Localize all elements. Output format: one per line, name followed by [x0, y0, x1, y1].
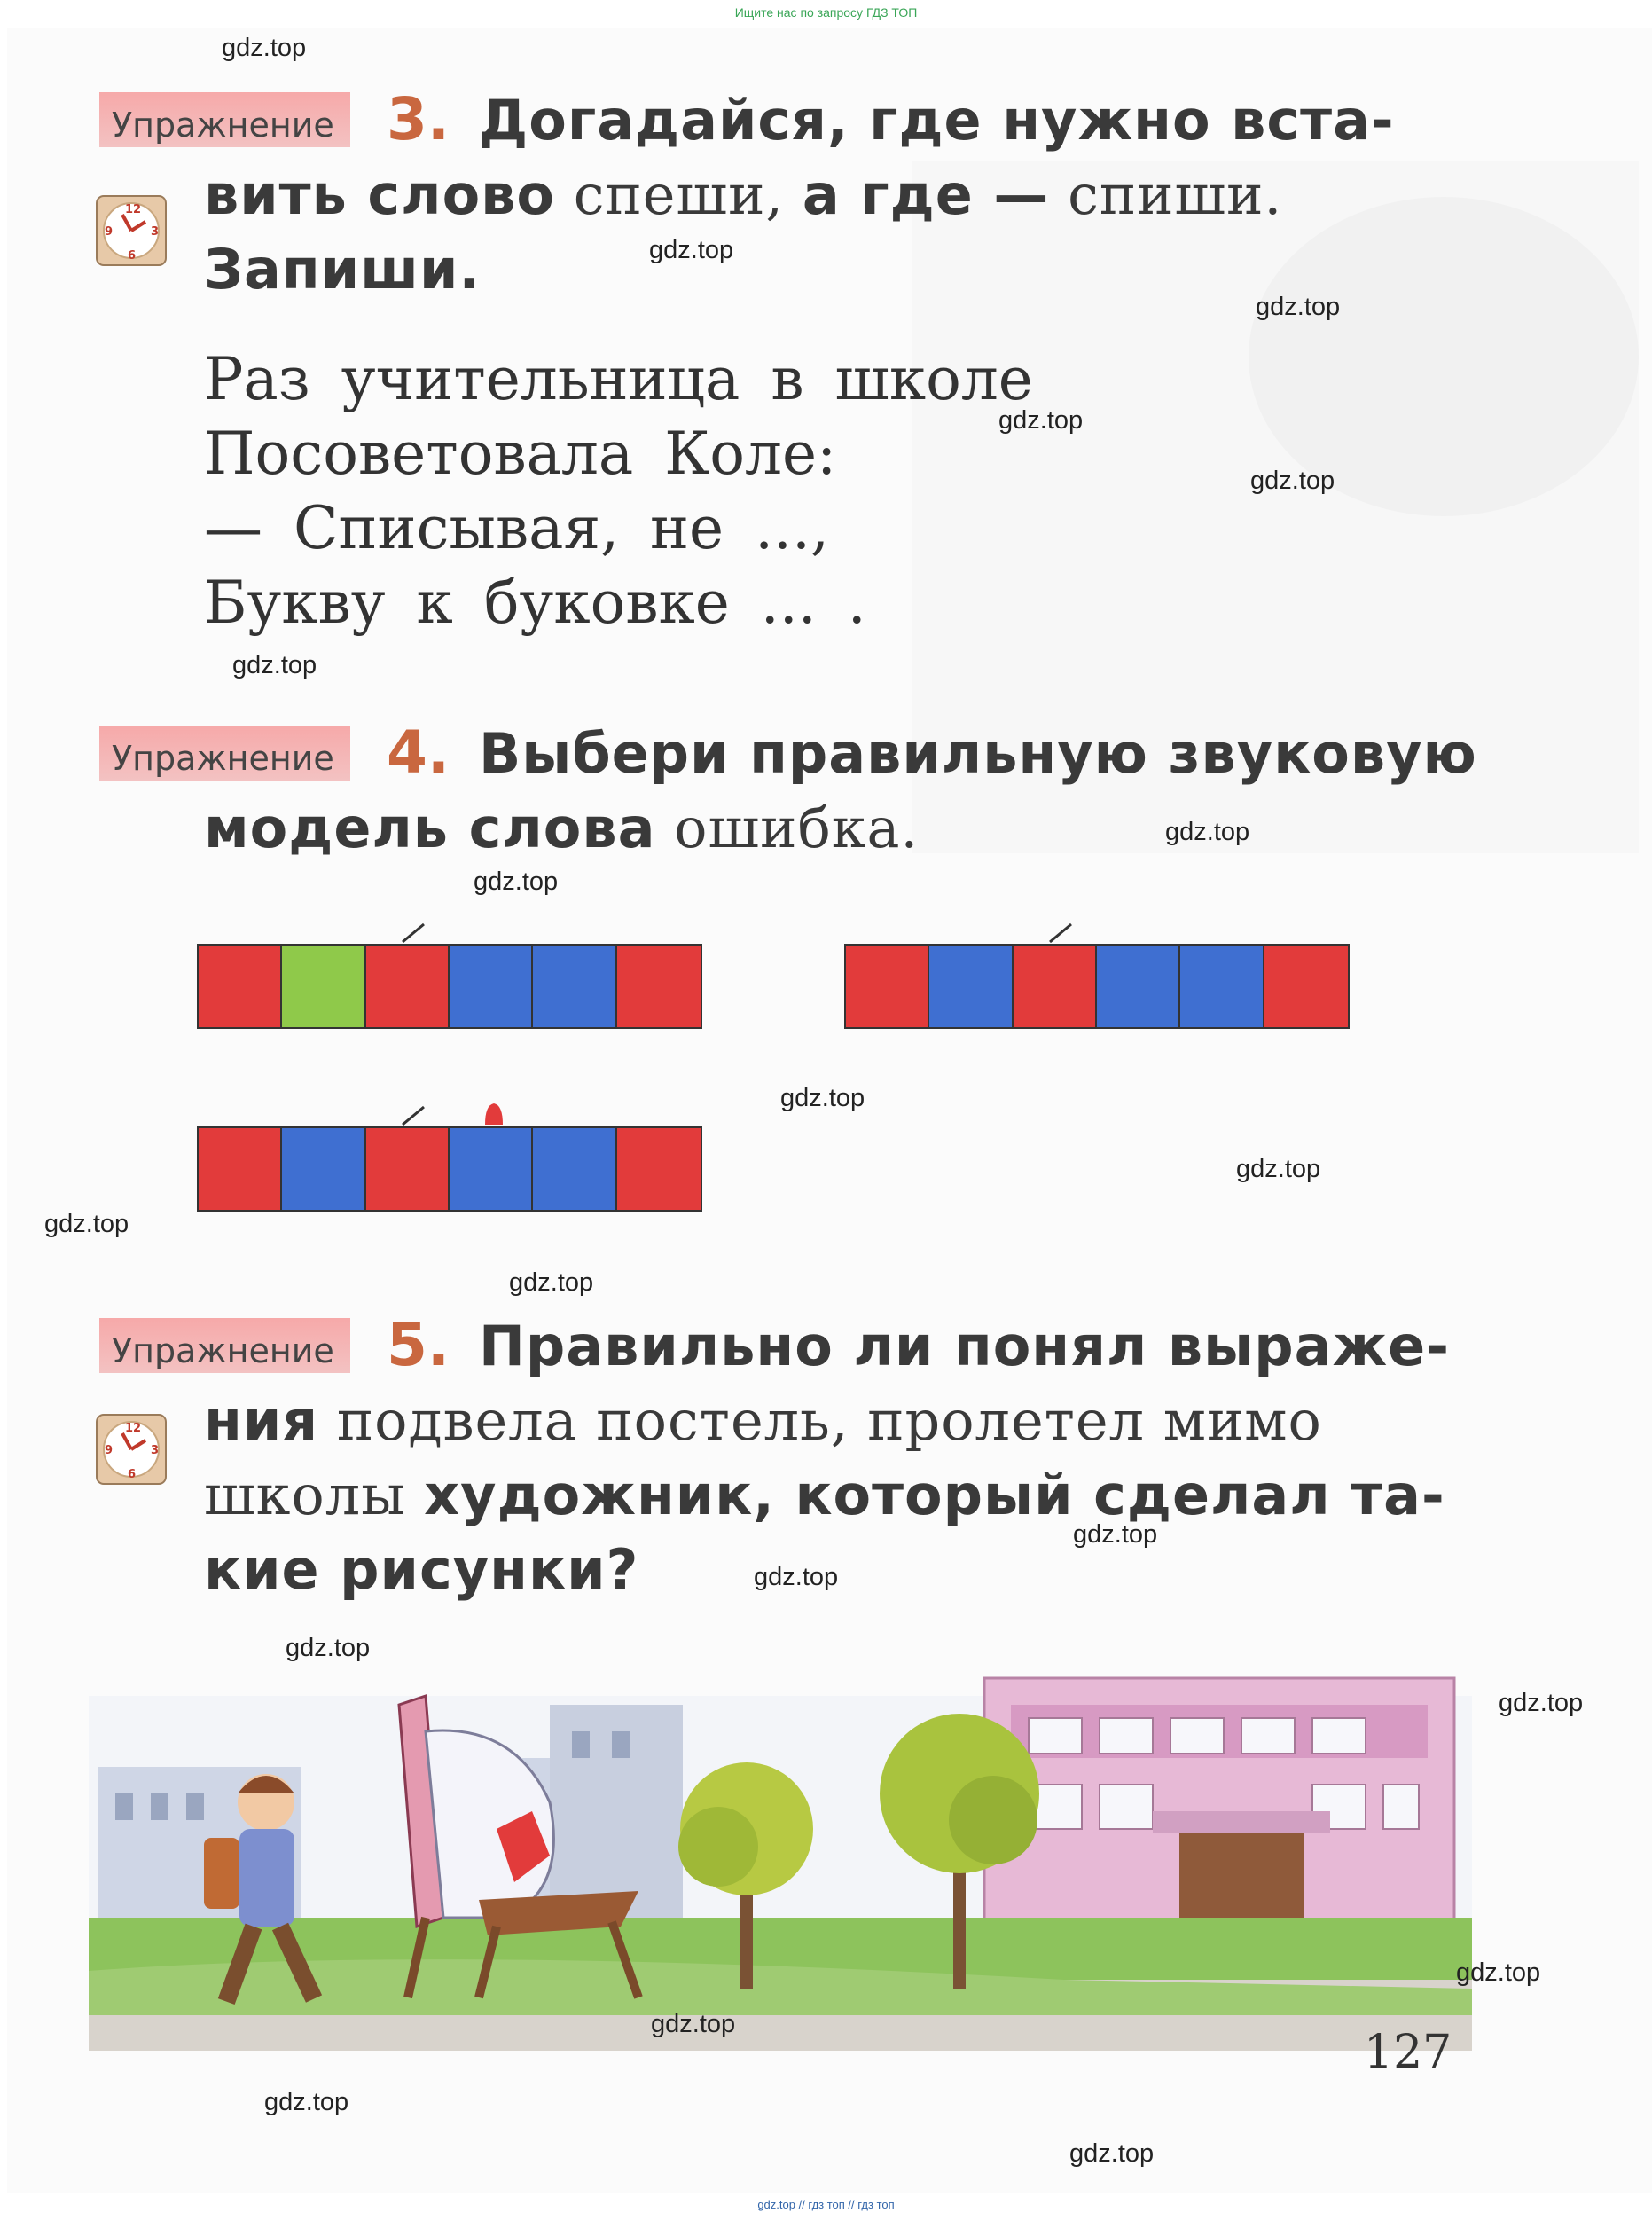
exercise-4-number: 4. [387, 718, 450, 787]
sound-model-2 [844, 944, 1350, 1029]
sound-cell-blue [533, 946, 616, 1027]
watermark: gdz.top [509, 1268, 594, 1297]
ex5-word-shkoly: школы [204, 1463, 406, 1527]
svg-text:9: 9 [105, 225, 114, 239]
svg-text:12: 12 [125, 1422, 142, 1435]
watermark: gdz.top [649, 236, 734, 264]
sound-cell-blue [282, 1128, 365, 1210]
sound-cell-red [1014, 946, 1097, 1027]
ex4-text-line1: Выбери правильную звуковую [479, 721, 1477, 786]
watermark: gdz.top [286, 1634, 371, 1662]
watermark: gdz.top [232, 651, 317, 679]
exercise-5-line4 [204, 1533, 638, 1607]
svg-text:12: 12 [125, 203, 142, 216]
ex3-word-spishi: спиши. [1068, 162, 1283, 227]
sound-cell-blue [1097, 946, 1180, 1027]
sound-cell-blue [450, 1128, 533, 1210]
sound-cell-blue [533, 1128, 616, 1210]
exercise-4-line1 [479, 717, 1477, 791]
sound-cell-green [282, 946, 365, 1027]
exercise-5-line1 [479, 1309, 1450, 1384]
watermark: gdz.top [1456, 1958, 1541, 1987]
bottom-banner: gdz.top // гдз топ // гдз топ [757, 2198, 895, 2211]
sound-cell-blue [450, 946, 533, 1027]
ex3-text-line1: Догадайся, где нужно вста- [479, 88, 1395, 153]
exercise-3-line3 [204, 232, 481, 307]
watermark: gdz.top [264, 2088, 349, 2116]
ex5-phrases: подвела постель, пролетел мимо [336, 1388, 1322, 1453]
school-illustration [89, 1625, 1472, 2051]
exercise-5-line3 [204, 1458, 1445, 1533]
svg-text:3: 3 [151, 225, 160, 239]
exercise-5-line2 [204, 1384, 1322, 1458]
sound-cell-red [617, 946, 701, 1027]
poem-line-1: Раз учительница в школе [204, 345, 1033, 413]
watermark: gdz.top [1250, 467, 1335, 495]
exercise-4-line2 [204, 791, 919, 866]
ex4-word-oshibka: ошибка. [674, 796, 920, 860]
sound-cell-red [1264, 946, 1348, 1027]
stress-mark-3 [397, 1103, 433, 1128]
ex5-text-a: ния [204, 1388, 319, 1453]
watermark: gdz.top [222, 34, 307, 62]
stress-mark-1 [397, 921, 433, 946]
ex5-text-b: художник, который сделал та- [424, 1463, 1445, 1527]
watermark: gdz.top [754, 1563, 839, 1591]
watermark: gdz.top [1165, 818, 1250, 846]
sound-model-3 [197, 1126, 702, 1212]
sound-cell-red [617, 1128, 701, 1210]
watermark: gdz.top [1499, 1689, 1584, 1717]
exercise-3-label: Упражнение [99, 92, 350, 147]
watermark: gdz.top [1236, 1155, 1321, 1183]
poem-line-3: — Списывая, не ..., [204, 494, 829, 562]
watermark: gdz.top [780, 1084, 865, 1112]
ex5-text-line1: Правильно ли понял выраже- [479, 1314, 1450, 1378]
exercise-5-label: Упражнение [99, 1318, 350, 1373]
ex3-text-c: а где — [802, 162, 1050, 227]
clock-icon [96, 195, 167, 266]
watermark: gdz.top [998, 406, 1084, 435]
svg-text:6: 6 [128, 1468, 137, 1481]
watermark: gdz.top [44, 1210, 129, 1238]
watermark: gdz.top [1256, 293, 1341, 321]
sound-cell-blue [1180, 946, 1264, 1027]
watermark: gdz.top [1073, 1520, 1158, 1549]
svg-text:9: 9 [105, 1444, 114, 1457]
ex3-word-speshi: спеши, [573, 162, 785, 227]
exercise-3-number: 3. [387, 85, 450, 153]
stress-mark-2 [1045, 921, 1080, 946]
sound-cell-red [199, 1128, 282, 1210]
svg-text:6: 6 [128, 249, 137, 263]
ex4-text-a: модель слова [204, 796, 656, 860]
exercise-5-number: 5. [387, 1311, 450, 1379]
page-number: 127 [1364, 2026, 1452, 2079]
clock-icon [96, 1414, 167, 1485]
sound-cell-red [846, 946, 929, 1027]
exercise-4-label: Упражнение [99, 726, 350, 781]
exercise-3-line1 [479, 83, 1395, 158]
ex5-text-line4: кие рисунки? [204, 1537, 639, 1602]
top-banner: Ищите нас по запросу ГДЗ ТОП [734, 5, 918, 20]
sound-cell-red [366, 946, 450, 1027]
svg-text:3: 3 [151, 1444, 160, 1457]
sound-cell-red [366, 1128, 450, 1210]
ex3-text-line3: Запиши. [204, 237, 482, 302]
exercise-3-line2 [204, 158, 1282, 232]
watermark: gdz.top [651, 2010, 736, 2038]
ex3-text-a: вить слово [204, 162, 555, 227]
sound-cell-red [199, 946, 282, 1027]
sound-model-1 [197, 944, 702, 1029]
red-bell-mark [481, 1100, 507, 1126]
poem-line-2: Посоветовала Коле: [204, 420, 837, 488]
watermark: gdz.top [1069, 2139, 1155, 2168]
poem-line-4: Букву к буковке ... . [204, 569, 866, 637]
watermark: gdz.top [474, 867, 559, 896]
sound-cell-blue [929, 946, 1013, 1027]
